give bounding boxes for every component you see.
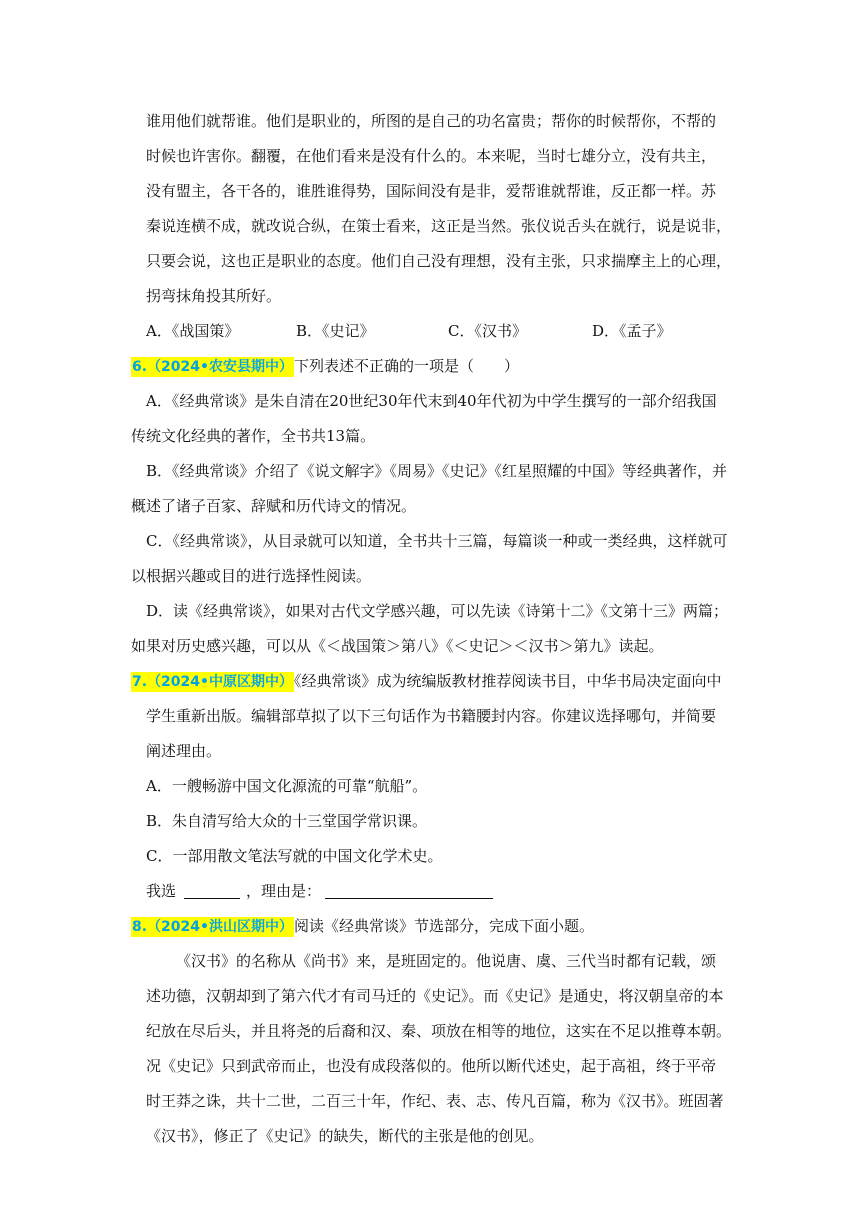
q7-stem-line: 学生重新出版。编辑部草拟了以下三句话作为书籍腰封内容。你建议选择哪句，并简要 <box>146 707 717 725</box>
option-line: 以根据兴趣或目的进行选择性阅读。 <box>131 567 372 585</box>
q7-source-tag: 7.（2024•中原区期中） <box>132 674 293 690</box>
q7-stem <box>0 664 860 699</box>
q8-source-tag: 8.（2024•洪山区期中） <box>132 919 293 935</box>
q7-answer-prefix: 我选 <box>146 882 177 900</box>
q7-option-b[interactable]: B．朱自清写给大众的十三堂国学常识课。 <box>146 812 428 830</box>
q6-stem <box>0 349 860 384</box>
q6-option-b[interactable] <box>0 454 860 524</box>
option-line: A．《经典常谈》是朱自清在20世纪30年代末到40年代初为中学生撰写的一部介绍我国 <box>146 392 717 410</box>
q6-option-d[interactable] <box>0 594 860 664</box>
passage-line: 《汉书》，修正了《史记》的缺失，断代的主张是他的创见。 <box>146 1127 544 1145</box>
q6-source-tag: 6.（2024•农安县期中） <box>132 359 293 375</box>
q7-reason-blank[interactable] <box>325 882 493 899</box>
q5-options <box>0 314 860 349</box>
q7-stem-text: 《经典常谈》成为统编版教材推荐阅读书目，中华书局决定面向中 <box>293 672 722 690</box>
passage-line: 时王莽之诛，共十二世，二百三十年，作纪、表、志、传凡百篇，称为《汉书》。班固著 <box>146 1092 724 1110</box>
passage-line: 没有盟主，各干各的，谁胜谁得势，国际间没有是非，爱帮谁就帮谁，反正都一样。苏 <box>146 182 717 200</box>
q5-option-c[interactable]: C．《汉书》 <box>448 322 527 340</box>
document-content <box>0 104 860 1154</box>
passage-line: 纪放在尽后头，并且将尧的后裔和汉、秦、项放在相等的地位，这实在不足以推尊本朝。 <box>146 1022 732 1040</box>
passage-line: 《汉书》的名称从《尚书》来，是班固定的。他说唐、虞、三代当时都有记载，颂 <box>176 952 717 970</box>
q5-option-d[interactable]: D．《孟子》 <box>592 322 672 340</box>
option-line: 如果对历史感兴趣，可以从《＜战国策＞第八》《＜史记＞＜汉书＞第九》读起。 <box>131 637 664 655</box>
q7-choice-blank[interactable] <box>184 882 240 899</box>
option-line: D．读《经典常谈》，如果对古代文学感兴趣，可以先读《诗第十二》《文第十三》两篇； <box>146 602 729 620</box>
passage-line: 述功德，汉朝却到了第六代才有司马迁的《史记》。而《史记》是通史，将汉朝皇帝的本 <box>146 987 724 1005</box>
q7-answer-mid: ，理由是： <box>246 882 322 900</box>
q8-stem <box>0 909 860 944</box>
passage-line: 况《史记》只到武帝而止，也没有成段落似的。他所以断代述史，起于高祖，终于平帝 <box>146 1057 717 1075</box>
q7-answer-line <box>0 874 860 909</box>
q7-option-c[interactable]: C．一部用散文笔法写就的中国文化学术史。 <box>146 847 443 865</box>
q7-stem-line: 阐述理由。 <box>146 742 222 760</box>
passage-line: 拐弯抹角投其所好。 <box>146 287 282 305</box>
q6-option-c[interactable] <box>0 524 860 594</box>
passage-line: 秦说连横不成，就改说合纵，在策士看来，这正是当然。张仪说舌头在就行，说是说非， <box>146 217 732 235</box>
q7-option-a[interactable]: A．一艘畅游中国文化源流的可靠“航船”。 <box>146 777 428 795</box>
option-line: C．《经典常谈》，从目录就可以知道，全书共十三篇，每篇谈一种或一类经典，这样就可 <box>146 532 728 550</box>
q5-option-a[interactable]: A．《战国策》 <box>146 322 240 340</box>
q8-passage <box>0 944 860 1154</box>
passage-line: 只要会说，这也正是职业的态度。他们自己没有理想，没有主张，只求揣摩主上的心理， <box>146 252 732 270</box>
passage-line: 谁用他们就帮谁。他们是职业的，所图的是自己的功名富贵；帮你的时候帮你，不帮的 <box>146 112 717 130</box>
option-line: B．《经典常谈》介绍了《说文解字》《周易》《史记》《红星照耀的中国》等经典著作，并 <box>146 462 728 480</box>
q5-option-b[interactable]: B．《史记》 <box>296 322 375 340</box>
option-line: 概述了诸子百家、辞赋和历代诗文的情况。 <box>131 497 417 515</box>
q8-stem-text: 阅读《经典常谈》节选部分，完成下面小题。 <box>293 917 594 935</box>
q6-option-a[interactable] <box>0 384 860 454</box>
q5-passage <box>0 104 860 314</box>
option-line: 传统文化经典的著作，全书共13篇。 <box>131 427 376 445</box>
passage-line: 时候也许害你。翻覆，在他们看来是没有什么的。本来呢，当时七雄分立，没有共主， <box>146 147 717 165</box>
q6-stem-text: 下列表述不正确的一项是（ ） <box>293 357 519 375</box>
